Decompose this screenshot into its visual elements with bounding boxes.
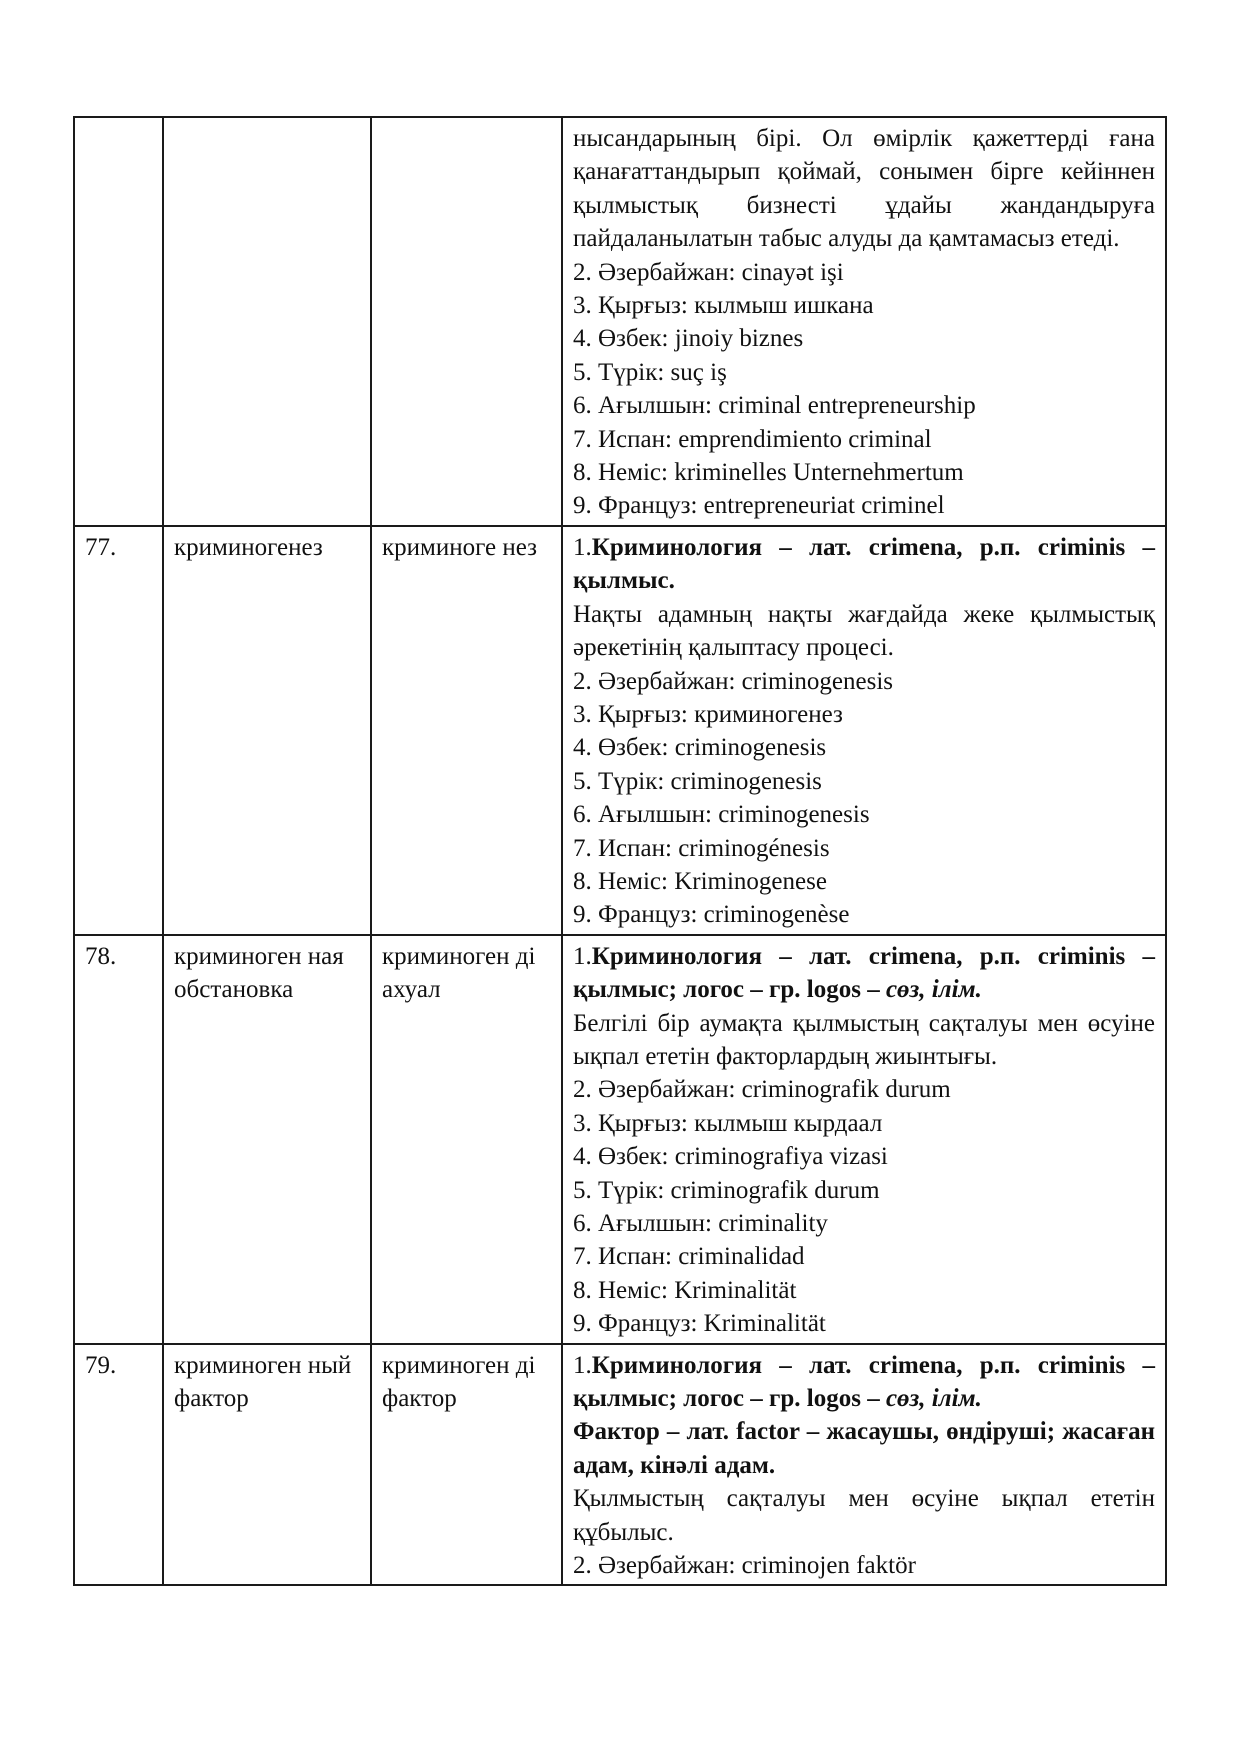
term-kazakh: криминоген ді фактор <box>371 1344 562 1586</box>
term-russian <box>163 117 371 526</box>
etymology-index: 1. <box>573 942 592 970</box>
term-definition <box>562 526 1166 935</box>
term-number <box>74 117 163 526</box>
term-definition <box>562 1344 1166 1586</box>
table-row <box>74 526 1166 935</box>
translation-line: 7. Испан: criminogénesis <box>573 834 830 862</box>
etymology-line <box>573 940 1155 1007</box>
translation-line: 8. Неміс: Kriminogenese <box>573 867 827 895</box>
etymology-text: Криминология – лат. crimena, р.п. criminis – қылмыс; логос – гр. logos – <box>573 1351 1155 1413</box>
translation-line: 6. Ағылшын: criminal entrepreneurship <box>573 392 976 420</box>
etymology-line <box>573 531 1155 598</box>
translation-line: 4. Өзбек: criminografiya vizasi <box>573 1143 888 1171</box>
translation-line: 2. Әзербайжан: criminojen faktör <box>573 1552 916 1580</box>
translation-line: 6. Ағылшын: criminogenesis <box>573 801 870 829</box>
translation-line: 7. Испан: criminalidad <box>573 1243 805 1271</box>
translation-line: 2. Әзербайжан: criminogenesis <box>573 667 894 695</box>
translation-line: 2. Әзербайжан: cinayət işi <box>573 258 844 286</box>
translation-line: 4. Өзбек: jinoiy biznes <box>573 325 804 353</box>
translation-line: 4. Өзбек: criminogenesis <box>573 734 827 762</box>
table-row <box>74 1344 1166 1586</box>
etymology-index: 1. <box>573 1351 592 1379</box>
term-kazakh: криминоге нез <box>371 526 562 935</box>
translation-line: 3. Қырғыз: кылмыш кырдаал <box>573 1109 883 1137</box>
translation-line: 7. Испан: emprendimiento criminal <box>573 425 932 453</box>
etymology-meaning: сөз, ілім. <box>885 976 982 1004</box>
glossary-table-body <box>74 117 1166 1585</box>
translation-line: 9. Француз: entrepreneuriat criminel <box>573 492 945 520</box>
etymology-text: Криминология – лат. crimena, р.п. criminis – қылмыс; логос – гр. logos – <box>573 942 1155 1004</box>
translation-line: 2. Әзербайжан: criminografik durum <box>573 1076 951 1104</box>
definition-text: Белгілі бір аумақта қылмыстың сақталуы мен өсуіне ықпал ететін факторлардың жиынтығы. <box>573 1009 1155 1070</box>
translation-line: 8. Неміс: Kriminalität <box>573 1276 797 1304</box>
translation-line: 5. Түрік: criminogenesis <box>573 767 822 795</box>
definition-text: Нақты адамның нақты жағдайда жеке қылмыстық әрекетінің қалыптасу процесі. <box>573 600 1155 662</box>
term-number: 78. <box>74 935 163 1344</box>
glossary-table <box>73 116 1167 1586</box>
translation-line: 8. Неміс: kriminelles Unternehmertum <box>573 459 964 487</box>
term-number: 79. <box>74 1344 163 1586</box>
definition-text: нысандарының бірі. Ол өмірлік қажеттерді ғана қанағаттандырып қоймай, сонымен бірге кейіннен қылмыстық бизнесті ұдайы жандандыруға пайдаланылатын табыс алуды да қамтамасыз етеді. <box>573 125 1155 253</box>
etymology-extra: Фактор – лат. factor – жасаушы, өндіруші; жасаған адам, кінәлі адам. <box>573 1418 1155 1479</box>
term-definition <box>562 117 1166 526</box>
term-russian: криминоген ная обстановка <box>163 935 371 1344</box>
term-kazakh: криминоген ді ахуал <box>371 935 562 1344</box>
term-kazakh <box>371 117 562 526</box>
table-row <box>74 935 1166 1344</box>
term-number: 77. <box>74 526 163 935</box>
term-russian: криминоген ный фактор <box>163 1344 371 1586</box>
table-row <box>74 117 1166 526</box>
term-russian: криминогенез <box>163 526 371 935</box>
translation-line: 3. Қырғыз: кылмыш ишкана <box>573 292 874 320</box>
translation-line: 5. Түрік: suç iş <box>573 358 727 386</box>
etymology-text: Криминология – лат. crimena, р.п. criminis – қылмыс. <box>573 533 1155 595</box>
etymology-meaning: сөз, ілім. <box>885 1385 982 1413</box>
translation-line: 3. Қырғыз: криминогенез <box>573 700 843 728</box>
translation-line: 9. Француз: Kriminalität <box>573 1310 826 1338</box>
translation-line: 9. Француз: criminogenèse <box>573 901 850 929</box>
term-definition <box>562 935 1166 1344</box>
translation-line: 6. Ағылшын: criminality <box>573 1210 828 1237</box>
translation-line: 5. Түрік: criminografik durum <box>573 1176 880 1204</box>
etymology-index: 1. <box>573 533 592 561</box>
definition-text: Қылмыстың сақталуы мен өсуіне ықпал ететін құбылыс. <box>573 1485 1155 1546</box>
etymology-line <box>573 1349 1155 1416</box>
